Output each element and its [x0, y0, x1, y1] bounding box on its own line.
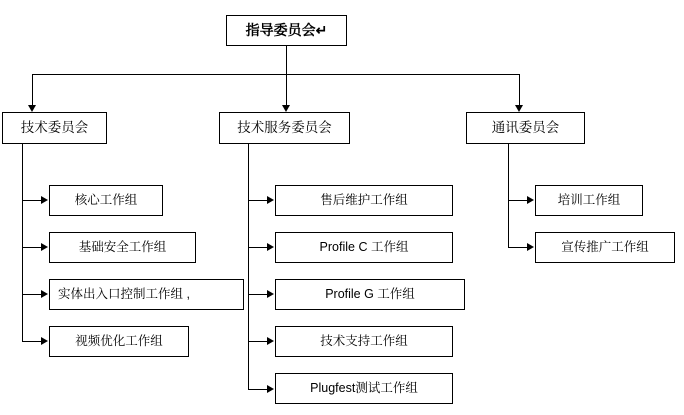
- connector-branch-3-spine: [508, 144, 509, 248]
- connector-b2-c1: [248, 200, 268, 201]
- connector-branch-2-spine: [248, 144, 249, 390]
- arrow-branch-3: [515, 105, 523, 112]
- node-b2-child-1: 售后维护工作组: [275, 185, 453, 216]
- connector-b3-c1: [508, 200, 528, 201]
- connector-branch-3-drop: [519, 74, 520, 106]
- arrow-b2-c3: [267, 290, 274, 298]
- connector-b2-c5: [248, 389, 268, 390]
- connector-b1-c2: [22, 247, 42, 248]
- arrow-b1-c1: [41, 196, 48, 204]
- node-branch-2: 技术服务委员会: [219, 112, 350, 144]
- node-b3-child-1: 培训工作组: [535, 185, 643, 216]
- connector-bus: [32, 74, 519, 75]
- arrow-b3-c1: [527, 196, 534, 204]
- node-b1-child-3: 实体出入口控制工作组 ,: [49, 279, 244, 310]
- arrow-b2-c4: [267, 337, 274, 345]
- node-branch-3: 通讯委员会: [466, 112, 585, 144]
- arrow-b1-c2: [41, 243, 48, 251]
- connector-root-stem: [286, 46, 287, 74]
- arrow-b1-c4: [41, 337, 48, 345]
- connector-branch-2-drop: [286, 74, 287, 106]
- connector-b1-c4: [22, 341, 42, 342]
- connector-branch-1-spine: [22, 144, 23, 342]
- node-b1-child-4: 视频优化工作组: [49, 326, 189, 357]
- connector-b2-c3: [248, 294, 268, 295]
- connector-b2-c4: [248, 341, 268, 342]
- node-branch-1: 技术委员会: [2, 112, 107, 144]
- node-b2-child-5: Plugfest测试工作组: [275, 373, 453, 404]
- arrow-branch-2: [282, 105, 290, 112]
- node-root: 指导委员会↵: [226, 15, 347, 46]
- arrow-b1-c3: [41, 290, 48, 298]
- connector-branch-1-drop: [32, 74, 33, 106]
- connector-b1-c1: [22, 200, 42, 201]
- arrow-b2-c2: [267, 243, 274, 251]
- node-b2-child-4: 技术支持工作组: [275, 326, 453, 357]
- node-b1-child-1: 核心工作组: [49, 185, 163, 216]
- node-b1-child-2: 基础安全工作组: [49, 232, 196, 263]
- connector-b2-c2: [248, 247, 268, 248]
- arrow-b3-c2: [527, 243, 534, 251]
- node-b2-child-2: Profile C 工作组: [275, 232, 453, 263]
- arrow-b2-c1: [267, 196, 274, 204]
- arrow-b2-c5: [267, 385, 274, 393]
- connector-b1-c3: [22, 294, 42, 295]
- arrow-branch-1: [28, 105, 36, 112]
- node-b3-child-2: 宣传推广工作组: [535, 232, 675, 263]
- node-b2-child-3: Profile G 工作组: [275, 279, 465, 310]
- connector-b3-c2: [508, 247, 528, 248]
